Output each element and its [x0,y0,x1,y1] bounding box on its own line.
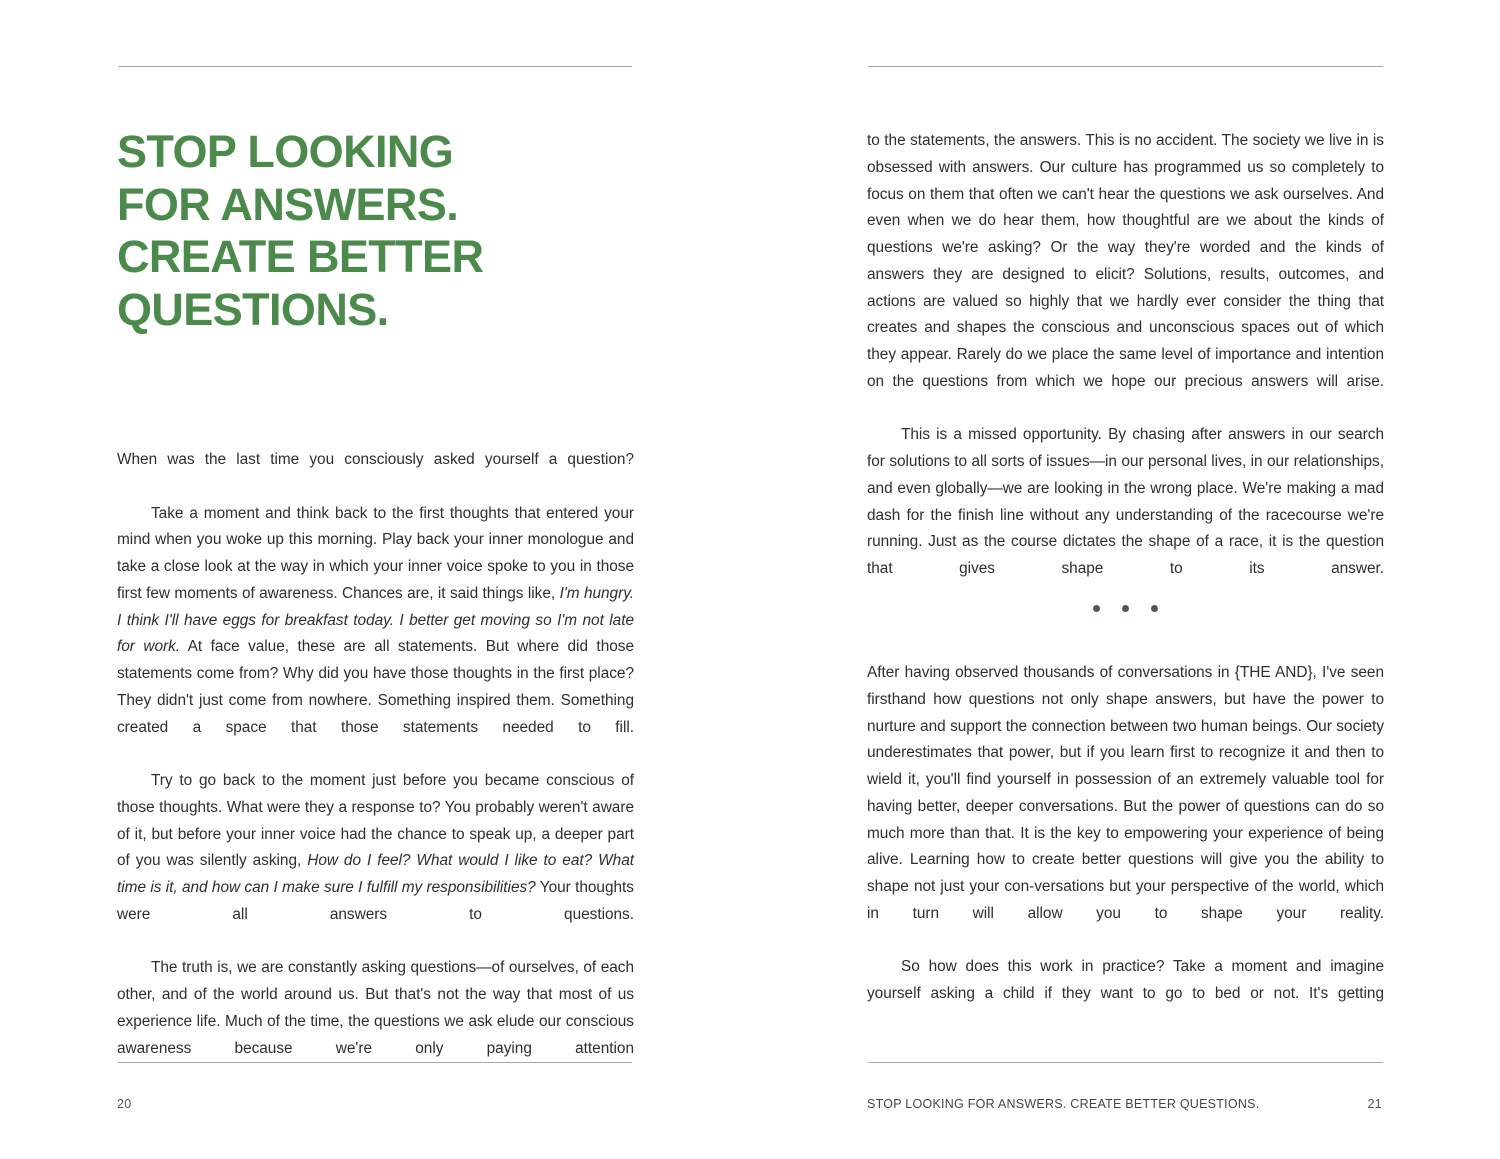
bottom-rule-right [868,1062,1383,1063]
paragraph [867,954,1384,1034]
page-number-right: 21 [1367,1097,1382,1111]
right-page-body-lower [867,660,1384,1035]
chapter-title-line-3: CREATE BETTER [117,231,484,282]
paragraph [867,128,1384,422]
running-head: STOP LOOKING FOR ANSWERS. CREATE BETTER QUESTIONS. [867,1097,1260,1111]
paragraph [117,768,634,955]
paragraph-text: The truth is, we are constantly asking questions—of ourselves, of each other, and of the world around us. But that's not the way that most of us experience life. Much of the time, the questions we ask elude our conscious awareness because we're only paying attention [117,959,634,1057]
top-rule-left [118,66,632,67]
paragraph-text: When was the last time you consciously asked yourself a question? [117,451,634,468]
paragraph [867,660,1384,954]
paragraph-text-after: Your thoughts were all answers to questions. [117,879,634,923]
paragraph-text: So how does this work in practice? Take a moment and imagine yourself asking a child if they want to go to bed or not. It's getting [867,958,1384,1002]
chapter-title-line-2: FOR ANSWERS. [117,178,459,230]
paragraph-italic: I'm hungry. I think I'll have eggs for breakfast today. I better get moving so I'm not late for work. [117,584,634,656]
paragraph-text: Take a moment and think back to the first thoughts that entered your mind when you woke up this morning. Play back your inner monologue and take a close look at the way in which your inner voice spoke to you in those first few moments of awareness. Chances are, it said things like, [117,504,634,602]
paragraph-text: This is a missed opportunity. By chasing after answers in our search for solutions to all sorts of issues—in our personal lives, in our relationships, and even globally—we are looking in the wrong place. We're making a mad dash for the finish line without any understanding of the racecourse we're running. Just as the course dictates the shape of a race, it is the question that gives shape to its answer. [867,426,1384,577]
chapter-title-line-1: STOP LOOKING [117,126,454,177]
paragraph-italic: How do I feel? What would I like to eat? What time is it, and how can I make sure I fulfill my responsibilities? [117,852,634,896]
divider-dot-icon [1151,605,1158,612]
right-page-body-upper [867,128,1384,610]
paragraph [867,422,1384,609]
paragraph-text: After having observed thousands of conversations in {THE AND}, I've seen firsthand how questions not only shape answers, but have the power to nurture and support the connection between two human beings. Our society underestimates that power, but if you learn first to recognize it and then to wield it, you'll find yourself in possession of an extremely valuable tool for having better, deeper conversations. But the power of questions can do so much more than that. It is the key to empowering your experience of being alive. Learning how to create better questions will give you the ability to shape not just your con-versations but your perspective of the world, which in turn will allow you to shape your reality. [867,664,1384,922]
chapter-title-line-4: QUESTIONS. [117,283,389,335]
paragraph [117,955,634,1089]
paragraph [117,447,634,501]
paragraph-text-after: At face value, these are all statements. But where did those statements come from? Why did you have those thoughts in the first place? They didn't just come from nowhere. Something inspired them. Something created a space that those statements needed to fill. [117,638,634,736]
chapter-title [117,126,637,336]
page-number-left: 20 [117,1097,132,1111]
paragraph-text: Try to go back to the moment just before you became conscious of those thoughts. What were they a response to? You probably weren't aware of it, but before your inner voice had the chance to speak up, a deeper part of you was silently asking, [117,772,634,870]
top-rule-right [868,66,1383,67]
divider-dot-icon [1122,605,1129,612]
paragraph-text: to the statements, the answers. This is no accident. The society we live in is obsessed with answers. Our culture has programmed us so completely to focus on them that often we can't hear the questions we ask ourselves. And even when we do hear them, how thoughtful are we about the kinds of questions we're asking? Or the way they're worded and the kinds of answers they are designed to elicit? Solutions, results, outcomes, and actions are valued so highly that we hardly ever consider the thing that creates and shapes the conscious and unconscious spaces out of which they appear. Rarely do we place the same level of importance and intention on the questions from which we hope our precious answers will arise. [867,132,1384,390]
right-page [750,0,1500,1159]
bottom-rule-left [118,1062,632,1063]
divider-dot-icon [1093,605,1100,612]
left-page-body [117,447,634,1089]
section-divider [867,605,1384,612]
paragraph [117,501,634,769]
